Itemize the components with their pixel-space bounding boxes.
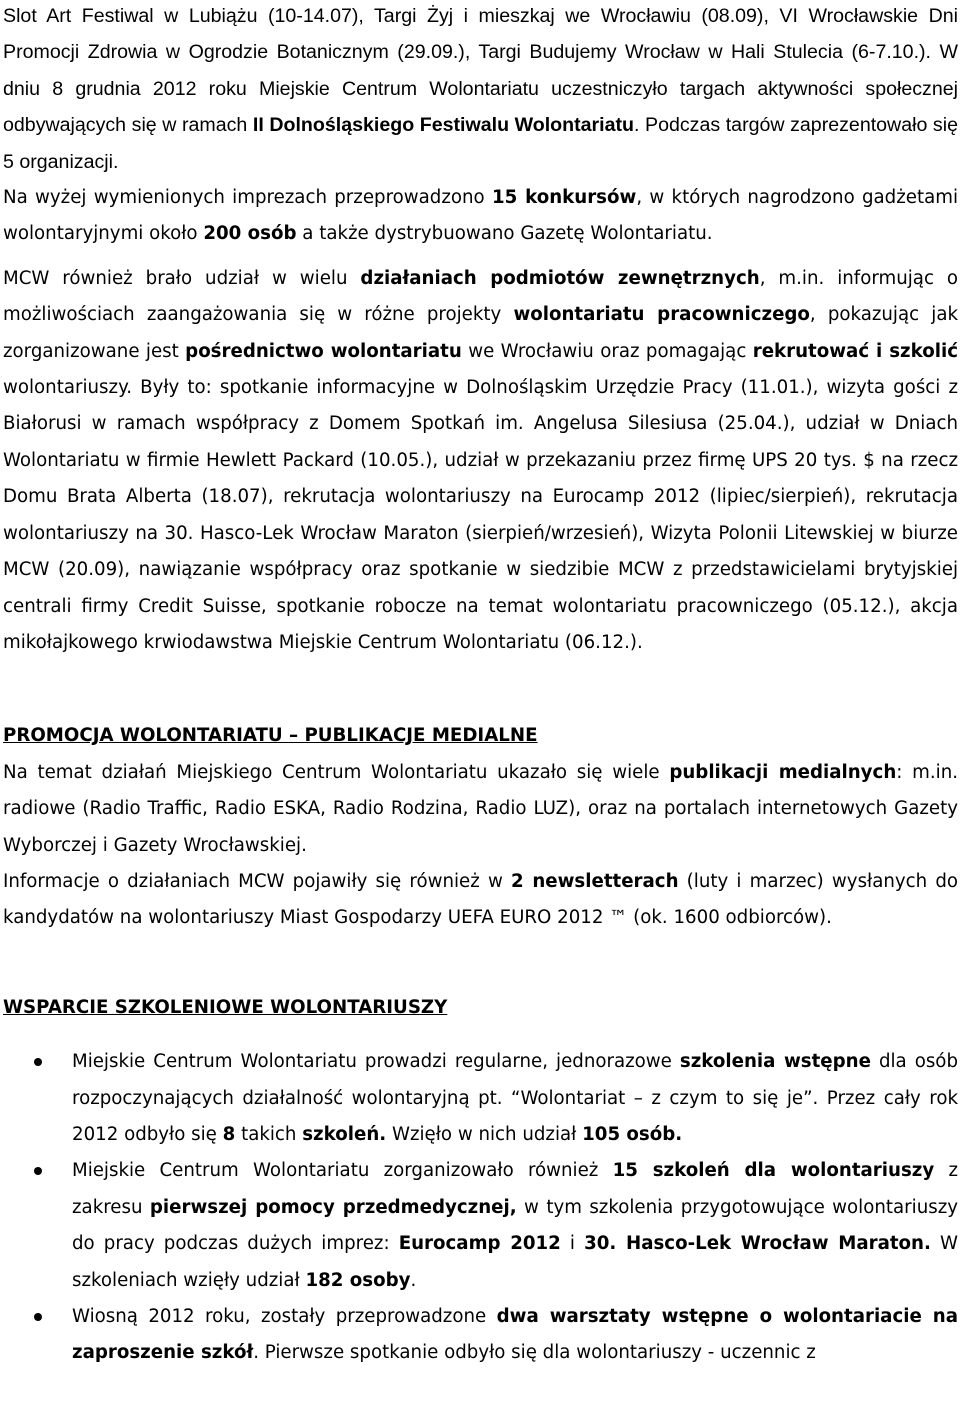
text-run: Slot Art Festiwal w Lubiążu (10-14.07), Targi Żyj i mieszkaj we Wrocławiu (08.09), VI Wrocławskie Dni Promocji Zdrowia w Ogrodzie Botanicznym (29.09.), Targi Budujemy Wrocław w Hali Stulecia (6-7.10.). W dniu 8 grudnia 2012 roku Miejskie Centrum Wolontariatu uczestniczyło targach aktywności społecznej odbywających się w ramach: [3, 5, 958, 137]
text-run: , w których nagrodzono gadżetami wolontaryjnymi około: [3, 187, 959, 245]
paragraph-external-activities: [3, 261, 958, 661]
text-run: Miejskie Centrum Wolontariatu zorganizowało również: [72, 1160, 613, 1182]
list-item: [3, 1044, 958, 1153]
bold-text-run: 105 osób.: [582, 1123, 683, 1145]
bullet-icon: [34, 1313, 42, 1321]
text-run: we Wrocławiu oraz pomagając: [461, 340, 753, 362]
text-run: Wzięło w nich udział: [386, 1123, 583, 1145]
text-run: (luty i marzec) wysłanych do kandydatów na wolontariuszy Miast Gospodarzy UEFA EURO 2012 ™ (ok. 1600 odbiorców).: [3, 870, 959, 929]
paragraph-contests: [3, 180, 958, 253]
bullet-text-initial-training: [72, 1044, 958, 1153]
bold-text-run: szkolenia wstępne: [679, 1051, 871, 1073]
text-run: wolontariuszy. Były to: spotkanie informacyjne w Dolnośląskim Urzędzie Pracy (11.01.), wizyta gości z Białorusi w ramach współpracy z Domem Spotkań im. Angelusa Silesiusa (25.04.), udział w Dniach Wolontariatu w firmie Hewlett Packard (10.05.), udział w przekazaniu przez firmę UPS 20 tys. $ na rzecz Domu Brata Alberta (18.07), rekrutacja wolontariuszy na Eurocamp 2012 (lipiec/sierpień), rekrutacja wolontariuszy na 30. Hasco-Lek Wrocław Maraton (sierpień/wrzesień), Wizyta Polonii Litewskiej w biurze MCW (20.09), nawiązanie współpracy oraz spotkanie w siedzibie MCW z przedstawicielami brytyjskiej centrali firmy Credit Suisse, spotkanie robocze na temat wolontariatu pracowniczego (05.12.), akcja mikołajkowego krwiodawstwa Miejskie Centrum Wolontariatu (06.12.).: [3, 377, 958, 653]
bold-text-run: szkoleń.: [302, 1123, 387, 1145]
bullet-text-school-workshops: [72, 1299, 958, 1372]
text-run: .: [410, 1269, 417, 1291]
list-item: [3, 1153, 958, 1299]
bold-text-run: działaniach podmiotów zewnętrznych: [360, 267, 760, 289]
bold-text-run: dwa warsztaty wstępne o wolontariacie na zaproszenie szkół: [72, 1306, 958, 1364]
paragraph-events: [3, 0, 958, 180]
list-item: [3, 1299, 958, 1372]
bullet-text-first-aid-training: [72, 1153, 958, 1299]
bold-text-run: 8: [222, 1123, 236, 1145]
bold-text-run: 182 osoby: [305, 1269, 411, 1291]
text-run: Miejskie Centrum Wolontariatu prowadzi regularne, jednorazowe: [72, 1051, 680, 1073]
text-run: z zakresu: [72, 1160, 959, 1218]
bold-text-run: pośrednictwo wolontariatu: [185, 340, 462, 362]
document-page: [3, 0, 958, 1372]
bold-text-run: 2 newsletterach: [510, 870, 679, 892]
bold-text-run: wolontariatu pracowniczego: [513, 304, 810, 326]
text-run: Przez cały rok 2012 odbyło się: [72, 1087, 958, 1145]
text-run: . Podczas targów zaprezentowało się 5 organizacji.: [3, 114, 958, 173]
section-heading-training-support: WSPARCIE SZKOLENIOWE WOLONTARIUSZY: [3, 996, 448, 1018]
text-run: , pokazując jak zorganizowane jest: [3, 304, 958, 362]
section-heading-promotion: PROMOCJA WOLONTARIATU – PUBLIKACJE MEDIALNE: [3, 725, 538, 747]
bold-text-run: rekrutować i szkolić: [752, 340, 958, 362]
bold-text-run: 15 szkoleń dla wolontariuszy: [612, 1160, 935, 1182]
text-run: W szkoleniach wzięły udział: [72, 1233, 959, 1291]
bold-text-run: pierwszej pomocy przedmedycznej,: [149, 1196, 517, 1218]
bold-text-run: 30. Hasco-Lek Wrocław Maraton.: [584, 1233, 931, 1255]
bullet-icon: [34, 1058, 42, 1066]
text-run: takich: [235, 1123, 303, 1145]
bold-text-run: 200 osób: [203, 223, 297, 245]
text-run: dla osób rozpoczynających działalność wolontaryjną pt. “Wolontariat – z czym to się je”.: [72, 1051, 958, 1109]
bold-text-run: II Dolnośląskiego Festiwalu Wolontariatu: [252, 114, 634, 137]
training-bullet-list: [3, 1044, 958, 1372]
text-run: . Pierwsze spotkanie odbyło się dla wolontariuszy - uczennic z: [253, 1342, 816, 1364]
text-run: w tym szkolenia przygotowujące wolontariuszy do pracy podczas dużych imprez:: [72, 1196, 959, 1255]
text-run: a także dystrybuowano Gazetę Wolontariatu.: [296, 223, 713, 245]
bullet-icon: [34, 1167, 42, 1175]
text-run: Na wyżej wymienionych imprezach przeprowadzono: [3, 187, 492, 209]
text-run: Wiosną 2012 roku, zostały przeprowadzone: [72, 1306, 497, 1327]
text-run: Informacje o działaniach MCW pojawiły się również w: [3, 870, 511, 892]
text-run: : m.in. radiowe (Radio Traffic, Radio ESKA, Radio Rodzina, Radio LUZ), oraz na portalach internetowych Gazety Wyborczej i Gazety Wrocławskiej.: [3, 761, 959, 856]
text-run: i: [560, 1233, 585, 1255]
bold-text-run: 15 konkursów: [491, 187, 637, 209]
text-run: Na temat działań Miejskiego Centrum Wolontariatu ukazało się wiele: [3, 761, 670, 783]
paragraph-newsletters: [3, 864, 958, 937]
paragraph-media-publications: [3, 755, 958, 864]
bold-text-run: Eurocamp 2012: [398, 1233, 561, 1255]
text-run: MCW również brało udział w wielu: [3, 267, 361, 289]
bold-text-run: publikacji medialnych: [669, 761, 897, 783]
text-run: , m.in. informując o możliwościach zaangażowania się w różne projekty: [3, 267, 959, 326]
